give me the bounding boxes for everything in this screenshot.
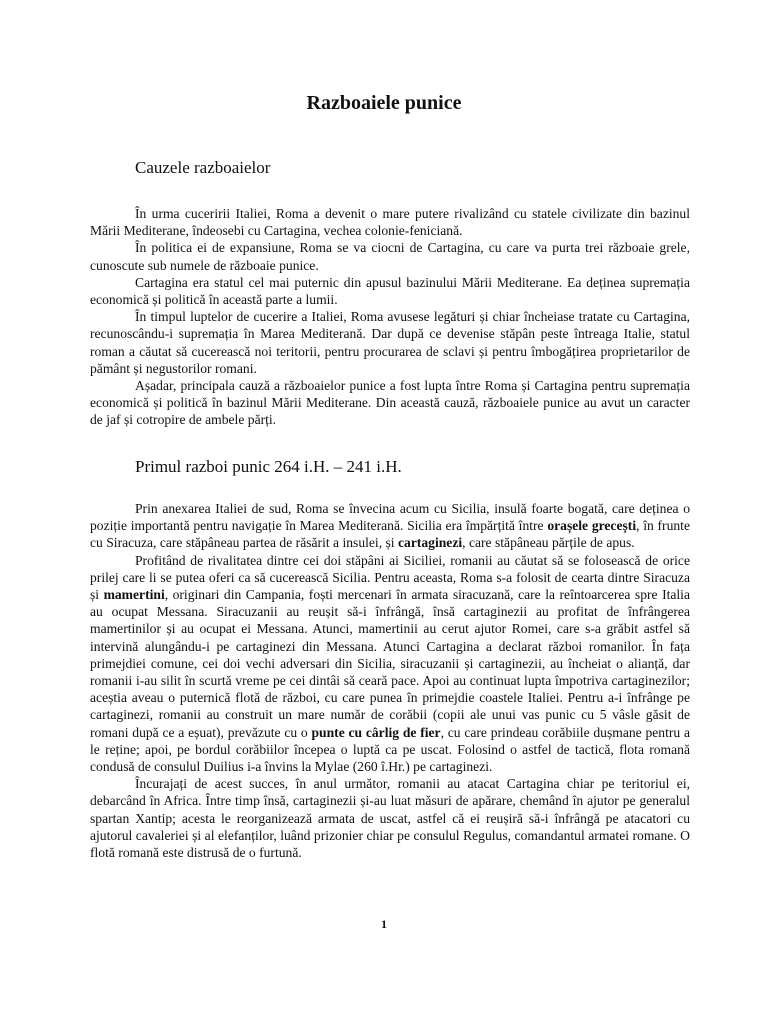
section-body-causes bbox=[90, 205, 690, 429]
bold-term: cartaginezi bbox=[397, 535, 463, 551]
text-run: , cu care prindeau corăbiile dușmane pentru a le reține; apoi, pe bordul corăbiilor începea o luptă ca pe uscat. Folosind o astfel de tactică, flota romană condusă de consulul Duilius i-a învins la Mylae (260 î.Hr.) pe cartaginezi. bbox=[90, 724, 691, 775]
section-heading-causes: Cauzele razboaielor bbox=[135, 158, 271, 177]
bold-term: mamertini bbox=[103, 587, 165, 603]
paragraph bbox=[90, 500, 690, 552]
text-run: Profitând de rivalitatea dintre cei doi stăpâni ai Siciliei, romanii au căutat să se folosească de orice prilej care li se putea oferi ca să cucerească Sicilia. Pentru aceasta, Roma s-a folosit de cearta dintre Siracuza și bbox=[90, 552, 690, 603]
section-heading-first-war: Primul razboi punic 264 i.H. – 241 i.H. bbox=[135, 457, 402, 476]
text-run: Prin anexarea Italiei de sud, Roma se învecina acum cu Sicilia, insulă foarte bogată, care deținea o poziție importantă pentru navigație în Marea Mediterană. Sicilia era împărțită între bbox=[90, 501, 690, 534]
text-run: , originari din Campania, foști mercenari în armata siracuzană, care la reîntoarcerea spre Italia au ocupat Messana. Siracuzanii au reușit să-i înfrângă, însă cartaginezii au profitat de înfrângerea mamertinilor și au ocupat ei Messana. Atunci, mamertinii au cerut ajutor Romei, care s-a grăbit astfel să intervină alungându-i pe cartaginezi din Messana. Atunci Cartagina a declarat război romanilor. În fața primejdiei comune, cei doi vechi adversari din Sicilia, siracuzanii și cartaginezii, au încheiat o alianță, dar romanii i-au silit în scurtă vreme pe cei dintâi să ceară pace. Apoi au continuat lupta împotriva cartaginezilor; aceștia aveau o puternică flotă de război, cu care punea în primejdie coastele Italiei. Pentru a-i înfrânge pe cartaginezi, romanii au construit un mare număr de corăbii (copii ale unui vas punic cu 5 vâsle găsit de romani după ce a eșuat), prevăzute cu o bbox=[90, 587, 690, 740]
bold-term: punte cu cârlig de fier bbox=[311, 724, 441, 740]
text-run: , în frunte cu Siracuza, care stăpâneau partea de răsărit a insulei, și bbox=[90, 518, 690, 551]
paragraph: În politica ei de expansiune, Roma se va ciocni de Cartagina, cu care va purta trei războaie grele, cunoscute sub numele de războaie punice. bbox=[90, 240, 690, 273]
section-body-first-war bbox=[90, 500, 690, 861]
paragraph: În timpul luptelor de cucerire a Italiei, Roma avusese legături și chiar încheiase tratate cu Cartagina, recunoscându-i supremația în Marea Mediterană. Dar după ce devenise stăpân peste întreaga Italie, statul roman a căutat să cucerească noi teritorii, pentru procurarea de sclavi și pentru îmbogățirea proprietarilor de pământ și negustorilor romani. bbox=[90, 309, 690, 376]
text-run: , care stăpâneau părțile de apus. bbox=[462, 535, 635, 551]
bold-term: orașele grecești bbox=[547, 518, 637, 534]
paragraph bbox=[90, 552, 690, 776]
paragraph: Încurajați de acest succes, în anul următor, romanii au atacat Cartagina chiar pe teritoriul ei, debarcând în Africa. Între timp însă, cartaginezii și-au luat măsuri de apărare, chemând în ajutor pe generalul spartan Xantip; acesta le reorganizează armata de uscat, astfel că ei reușiră să-i înfrângă pe atacatori cu ajutorul cavaleriei și al elefanților, luând prizonier chiar pe consulul Regulus, comandantul armatei romane. O flotă romană este distrusă de o furtună. bbox=[90, 776, 690, 861]
paragraph: Așadar, principala cauză a războaielor punice a fost lupta între Roma și Cartagina pentru supremația economică și politică în bazinul Mării Mediterane. Din această cauză, războaiele punice au avut un caracter de jaf și cotropire de ambele părți. bbox=[90, 378, 690, 428]
document-title: Razboaiele punice bbox=[306, 92, 462, 114]
page-number: 1 bbox=[381, 917, 387, 931]
paragraph: În urma cuceririi Italiei, Roma a devenit o mare putere rivalizând cu statele civilizate din bazinul Mării Mediterane, îndeosebi cu Cartagina, vechea colonie-feniciană. bbox=[90, 206, 690, 239]
paragraph: Cartagina era statul cel mai puternic din apusul bazinului Mării Mediterane. Ea deținea supremația economică și politică în această parte a lumii. bbox=[90, 274, 690, 308]
